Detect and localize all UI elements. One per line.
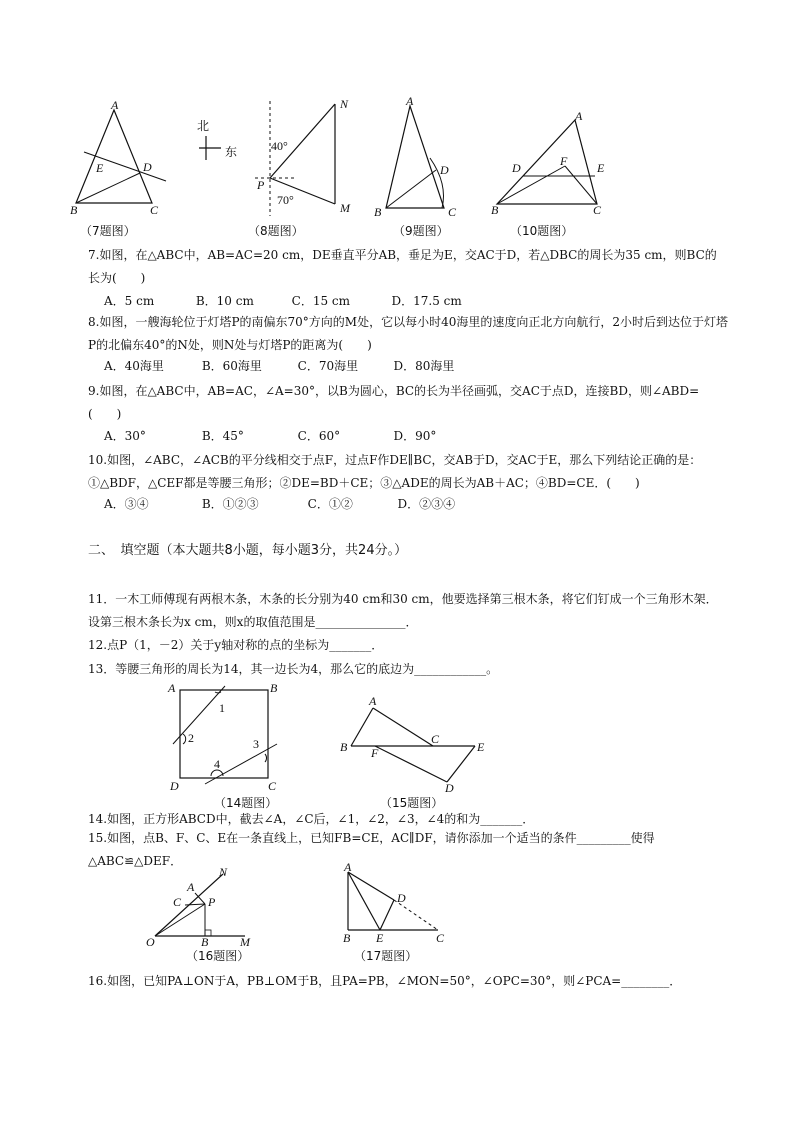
label: B	[340, 740, 348, 754]
label: B	[270, 681, 278, 695]
options-7	[104, 292, 462, 309]
label: M	[240, 935, 250, 949]
angle-label: 40°	[271, 139, 288, 153]
label: A	[406, 94, 414, 108]
label: P	[208, 895, 216, 909]
option-a: A．40海里	[104, 359, 164, 373]
angle-label: 4	[214, 757, 220, 771]
label: B	[201, 935, 209, 949]
figure-8	[195, 96, 365, 222]
question-9: 9.如图，在△ABC中，AB=AC，∠A=30°，以B为圆心，BC的长为半径画弧，交AC于点D，连接BD，则∠ABD=( )	[88, 384, 700, 421]
option-c: C．15 cm	[291, 294, 351, 308]
label: E	[597, 161, 605, 175]
label: B	[70, 203, 78, 217]
figure-17	[336, 862, 456, 948]
figure-15	[335, 692, 495, 795]
option-c: C．70海里	[297, 359, 359, 373]
north-label: 北	[197, 119, 210, 133]
option-d: D．17.5 cm	[391, 294, 462, 308]
label: D	[440, 163, 449, 177]
caption-9: （9题图）	[393, 224, 449, 238]
label: C	[173, 895, 182, 909]
option-a: A．5 cm	[104, 294, 155, 308]
option-b: B．①②③	[201, 497, 259, 511]
question-16: 16.如图，已知PA⊥ON于A，PB⊥OM于B，且PA=PB，∠MON=50°，∠OPC=30°，则∠PCA=________．	[88, 974, 682, 988]
option-b: B．10 cm	[195, 294, 254, 308]
caption-8: （8题图）	[248, 224, 304, 238]
option-a: A．③④	[104, 497, 149, 511]
label: C	[431, 732, 440, 746]
label: E	[96, 161, 104, 175]
option-d: D．80海里	[393, 359, 455, 373]
option-c: C．60°	[297, 429, 341, 443]
label: A	[168, 681, 176, 695]
figure-9	[370, 96, 470, 222]
options-10	[104, 495, 455, 512]
label: D	[143, 160, 152, 174]
figure-14	[165, 682, 290, 794]
label: M	[340, 201, 350, 215]
label: D	[445, 781, 454, 795]
label: B	[491, 203, 499, 217]
label: C	[593, 203, 602, 217]
option-c: C．①②	[307, 497, 353, 511]
figure-10	[485, 106, 615, 216]
question-14: 14.如图，正方形ABCD中，截去∠A，∠C后，∠1，∠2，∠3，∠4的和为_______．	[88, 812, 535, 826]
question-11: 11．一木工师傅现有两根木条，木条的长分别为40 cm和30 cm，他要选择第三根木条，将它们钉成一个三角形木架．设第三根木条长为x cm，则x的取值范围是_______________．	[88, 592, 718, 629]
label: E	[477, 740, 485, 754]
label: D	[170, 779, 179, 793]
label: B	[343, 931, 351, 945]
label: A	[187, 880, 195, 894]
label: N	[219, 865, 228, 879]
caption-16: （16题图）	[186, 949, 250, 963]
question-13: 13．等腰三角形的周长为14，其一边长为4，那么它的底边为____________。	[88, 662, 499, 676]
caption-17: （17题图）	[354, 949, 418, 963]
angle-label: 1	[219, 701, 225, 715]
label: A	[344, 860, 352, 874]
angle-label: 70°	[277, 193, 294, 207]
options-8	[104, 357, 454, 374]
label: N	[340, 97, 349, 111]
east-label: 东	[225, 145, 238, 159]
angle-label: 3	[253, 737, 259, 751]
option-a: A．30°	[104, 429, 146, 443]
label: C	[150, 203, 159, 217]
label: C	[448, 205, 457, 219]
question-15: 15.如图，点B、F、C、E在一条直线上，已知FB=CE，AC∥DF，请你添加一个适当的条件_________使得△ABC≌△DEF．	[88, 831, 655, 868]
label: A	[369, 694, 377, 708]
label: F	[560, 154, 568, 168]
question-12: 12.点P（1，－2）关于y轴对称的点的坐标为_______．	[88, 638, 384, 652]
figure-7	[70, 100, 180, 220]
caption-10: （10题图）	[510, 224, 574, 238]
label: E	[376, 931, 384, 945]
caption-15: （15题图）	[380, 796, 444, 810]
label: C	[436, 931, 445, 945]
caption-14: （14题图）	[214, 796, 278, 810]
question-10: 10.如图，∠ABC，∠ACB的平分线相交于点F，过点F作DE∥BC，交AB于D，交AC于E，那么下列结论正确的是：①△BDF，△CEF都是等腰三角形；②DE=BD＋CE；③△ADE的周长为AB＋AC；④BD=CE．( )	[88, 453, 702, 490]
label: C	[268, 779, 277, 793]
label: O	[146, 935, 155, 949]
question-8: 8.如图，一艘海轮位于灯塔P的南偏东70°方向的M处，它以每小时40海里的速度向正北方向航行，2小时后到达位于灯塔P的北偏东40°的N处，则N处与灯塔P的距离为( )	[88, 315, 728, 352]
options-9	[104, 427, 436, 444]
label: B	[374, 205, 382, 219]
option-b: B．60海里	[201, 359, 262, 373]
label: A	[575, 109, 583, 123]
option-d: D．90°	[393, 429, 437, 443]
option-b: B．45°	[201, 429, 244, 443]
question-7: 7.如图，在△ABC中，AB=AC=20 cm，DE垂直平分AB，垂足为E，交AC于D，若△DBC的周长为35 cm，则BC的长为( )	[88, 248, 717, 285]
label: A	[111, 98, 119, 112]
label: D	[512, 161, 521, 175]
label: F	[371, 746, 379, 760]
label: D	[397, 891, 406, 905]
caption-7: （7题图）	[80, 224, 136, 238]
angle-label: 2	[188, 731, 194, 745]
section-heading: 二、 填空题（本大题共8小题，每小题3分，共24分。）	[88, 543, 408, 558]
option-d: D．②③④	[397, 497, 456, 511]
label: P	[257, 178, 265, 192]
figure-16	[143, 866, 263, 948]
